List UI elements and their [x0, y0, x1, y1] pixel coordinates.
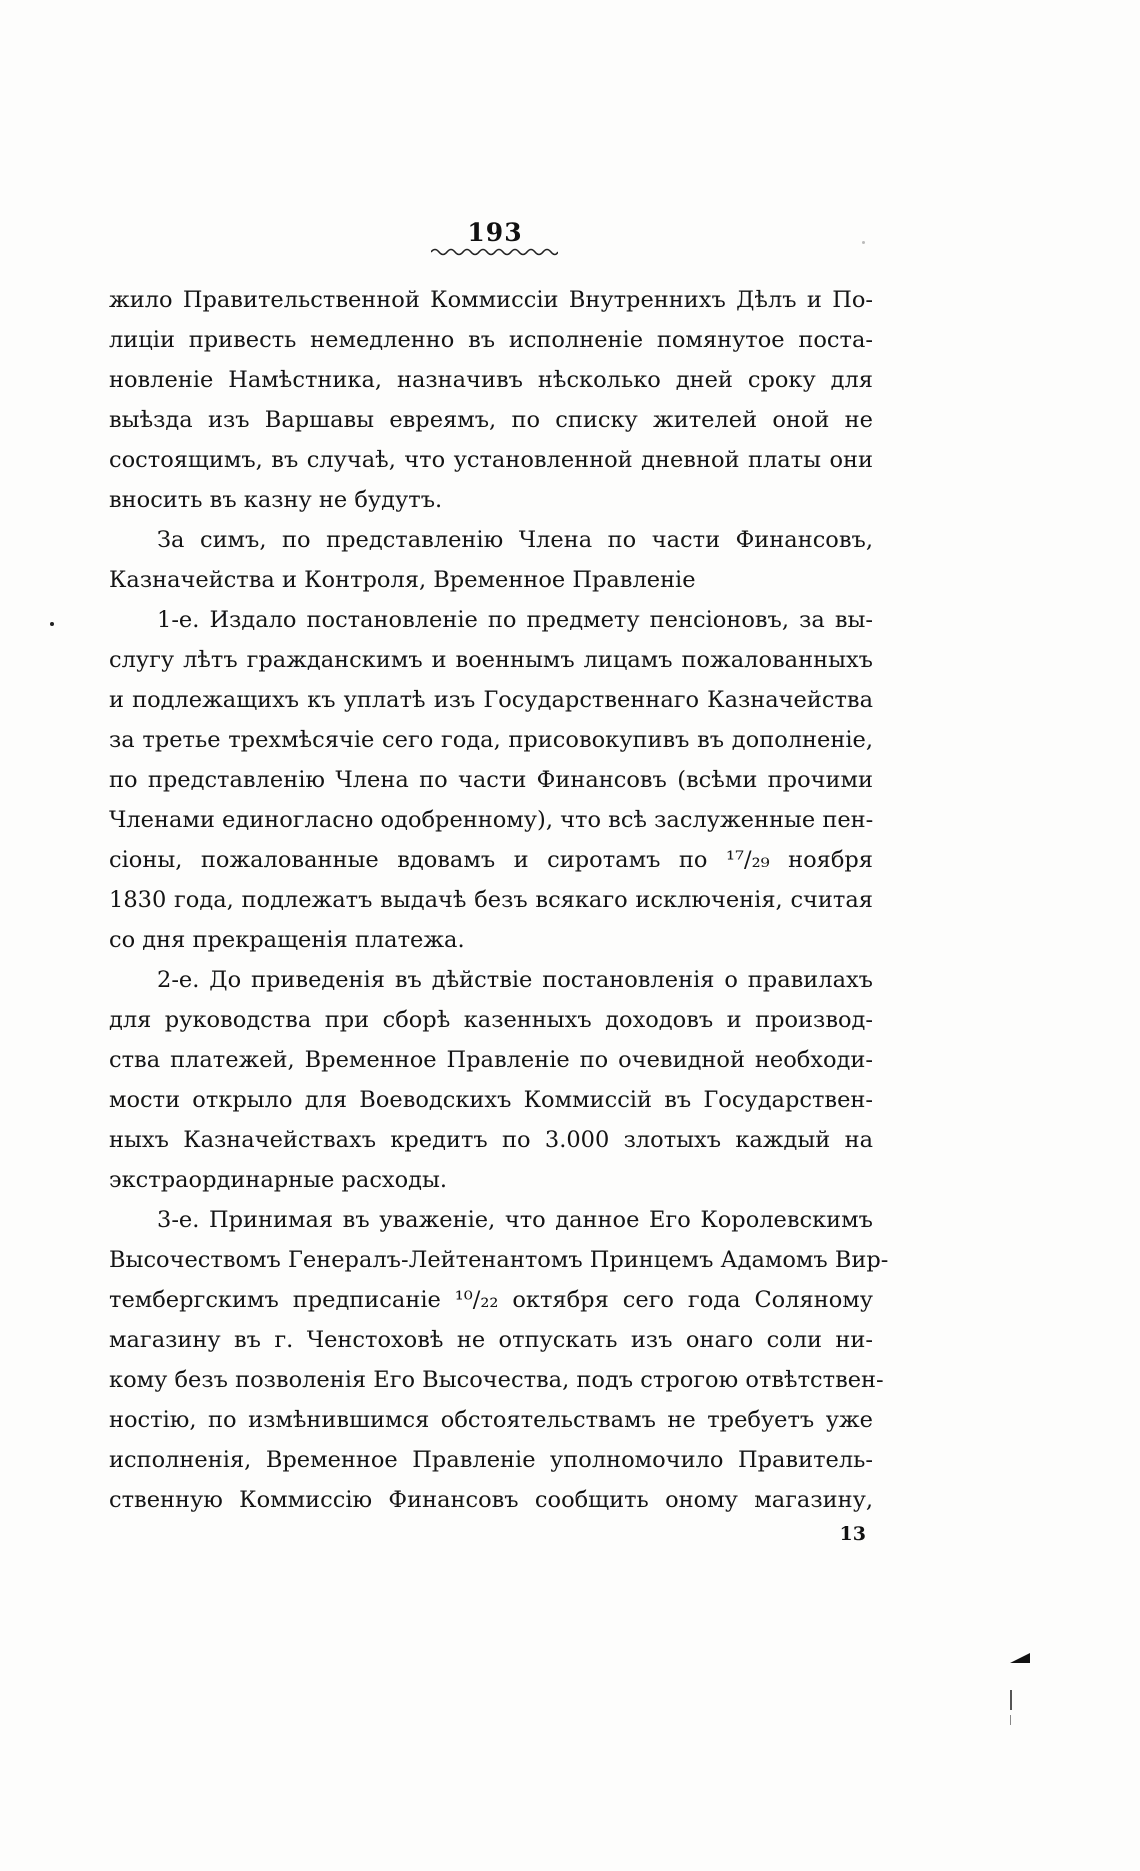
text-line: кому безъ позволенія Его Высочества, подъ строгою отвѣтствен-: [109, 1367, 884, 1393]
text-line: слугу лѣтъ гражданскимъ и военнымъ лицамъ пожалованныхъ: [109, 647, 873, 673]
page-number: 193: [467, 218, 523, 247]
text-line: вносить въ казну не будутъ.: [109, 487, 443, 513]
text-line: для руководства при сборѣ казенныхъ доходовъ и производ-: [109, 1007, 873, 1033]
scan-edge-line: [1010, 1690, 1012, 1710]
text-line: магазину въ г. Ченстоховѣ не отпускать изъ онаго соли ни-: [109, 1327, 873, 1353]
text-line: 1-е. Издало постановленіе по предмету пенсіоновъ, за вы-: [157, 607, 873, 633]
scan-edge-mark: [1008, 1652, 1032, 1664]
text-line: ства платежей, Временное Правленіе по очевидной необходи-: [109, 1047, 873, 1073]
text-line: 2-е. До приведенія въ дѣйствіе постановленія о правилахъ: [157, 967, 873, 993]
body-text: [109, 280, 889, 1520]
text-line: экстраординарные расходы.: [109, 1167, 448, 1193]
text-line: состоящимъ, въ случаѣ, что установленной дневной платы они: [109, 447, 873, 473]
text-line: по представленію Члена по части Финансовъ (всѣми прочими: [109, 767, 873, 793]
text-line: Высочествомъ Генералъ-Лейтенантомъ Принцемъ Адамомъ Вир-: [109, 1247, 889, 1273]
text-line: и подлежащихъ къ уплатѣ изъ Государственнаго Казначейства: [109, 687, 873, 713]
text-line: 1830 года, подлежатъ выдачѣ безъ всякаго исключенія, считая: [109, 887, 873, 913]
print-speck: [862, 241, 865, 244]
text-line: сіоны, пожалованные вдовамъ и сиротамъ по ¹⁷/₂₉ ноября: [109, 847, 873, 873]
text-line: Казначейства и Контроля, Временное Правленіе: [109, 567, 696, 593]
text-line: исполненія, Временное Правленіе уполномочило Правитель-: [109, 1447, 873, 1473]
margin-dot: [50, 622, 54, 626]
text-line: лиціи привесть немедленно въ исполненіе помянутое поста-: [109, 327, 873, 353]
text-line: мости открыло для Воеводскихъ Коммиссій въ Государствен-: [109, 1087, 873, 1113]
text-line: За симъ, по представленію Члена по части Финансовъ,: [157, 527, 873, 553]
text-line: за третье трехмѣсячіе сего года, присовокупивъ въ дополненіе,: [109, 727, 873, 753]
text-line: жило Правительственной Коммиссіи Внутреннихъ Дѣлъ и По-: [109, 287, 873, 313]
text-line: со дня прекращенія платежа.: [109, 927, 465, 953]
text-line: ныхъ Казначействахъ кредитъ по 3.000 злотыхъ каждый на: [109, 1127, 873, 1153]
wavy-rule-ornament: [431, 247, 558, 257]
scan-edge-line: [1010, 1715, 1011, 1725]
signature-number: 13: [839, 1523, 866, 1545]
text-line: ственную Коммиссію Финансовъ сообщить оному магазину,: [109, 1487, 873, 1513]
text-line: тембергскимъ предписаніе ¹⁰/₂₂ октября сего года Соляному: [109, 1287, 873, 1313]
text-line: выѣзда изъ Варшавы евреямъ, по списку жителей оной не: [109, 407, 873, 433]
text-line: новленіе Намѣстника, назначивъ нѣсколько дней сроку для: [109, 367, 873, 393]
text-line: Членами единогласно одобренному), что всѣ заслуженные пен-: [109, 807, 874, 833]
text-line: ностію, по измѣнившимся обстоятельствамъ не требуетъ уже: [109, 1407, 873, 1433]
text-line: 3-е. Принимая въ уваженіе, что данное Его Королевскимъ: [157, 1207, 873, 1233]
